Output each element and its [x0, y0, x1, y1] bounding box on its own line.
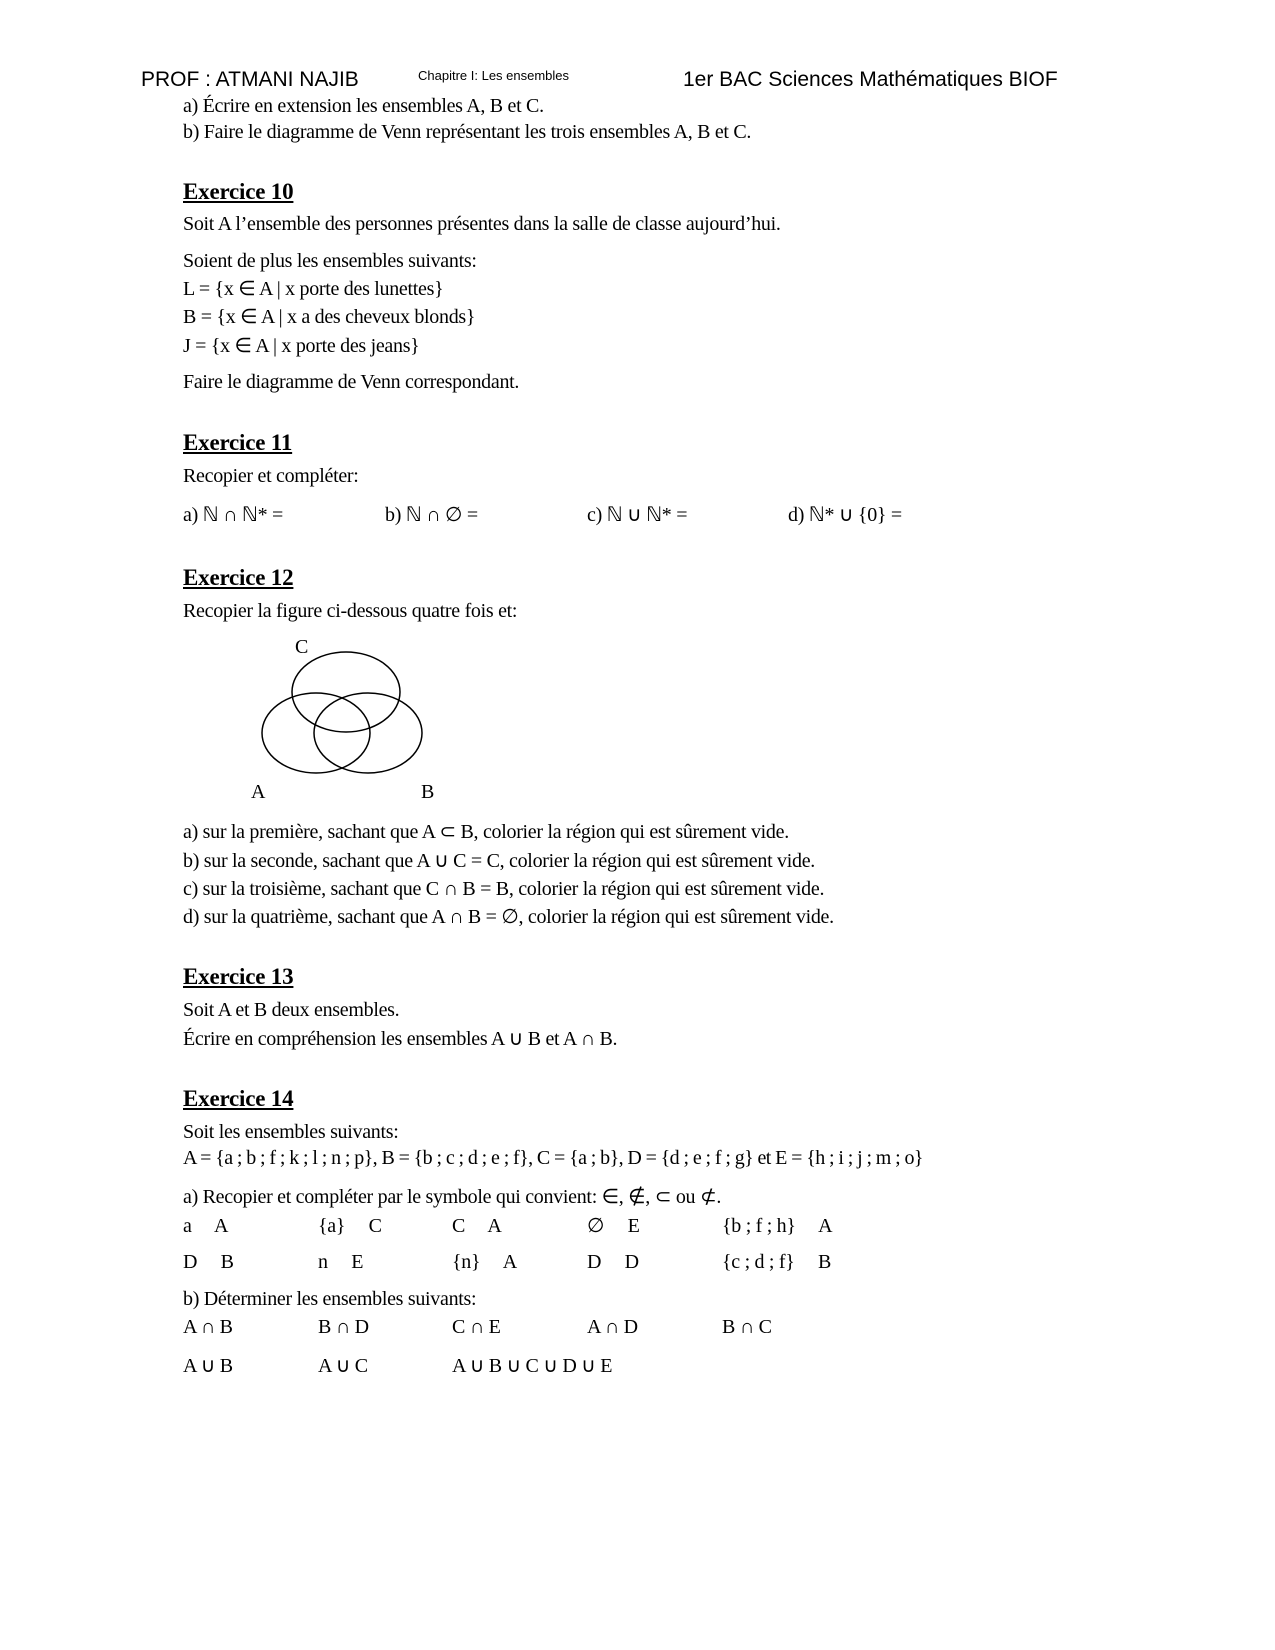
- ex14-cell: {a} C: [318, 1215, 382, 1237]
- exercise-13-title: Exercice 13: [183, 964, 294, 989]
- venn-circle-b: [314, 693, 422, 773]
- ex12-line: Recopier la figure ci-dessous quatre fois et:: [183, 600, 518, 622]
- ex13-line: Soit A et B deux ensembles.: [183, 999, 400, 1021]
- header-author: PROF : ATMANI NAJIB: [141, 68, 359, 91]
- header-level: 1er BAC Sciences Mathématiques BIOF: [683, 68, 1058, 91]
- prev-question-b: b) Faire le diagramme de Venn représentant les trois ensembles A, B et C.: [183, 121, 752, 143]
- ex14-cell: C A: [452, 1215, 502, 1237]
- venn-circle-a: [262, 693, 370, 773]
- ex11-item: a) ℕ ∩ ℕ* =: [183, 504, 283, 526]
- ex12-question: a) sur la première, sachant que A ⊂ B, colorier la région qui est sûrement vide.: [183, 821, 789, 843]
- ex10-set-L: L = {x ∈ A | x porte des lunettes}: [183, 278, 444, 300]
- header-chapter: Chapitre I: Les ensembles: [418, 68, 570, 83]
- ex14-cell: A ∩ B: [183, 1316, 233, 1338]
- prev-question-a: a) Écrire en extension les ensembles A, B et C.: [183, 95, 544, 117]
- venn-label-c: C: [295, 636, 309, 658]
- ex14-cell: n E: [318, 1251, 364, 1273]
- ex13-line: Écrire en compréhension les ensembles A ∪ B et A ∩ B.: [183, 1028, 618, 1050]
- ex14-cell: A ∪ B ∪ C ∪ D ∪ E: [452, 1355, 613, 1377]
- ex11-item: c) ℕ ∪ ℕ* =: [587, 504, 688, 526]
- ex14-cell: {b ; f ; h} A: [722, 1215, 833, 1237]
- ex12-question: b) sur la seconde, sachant que A ∪ C = C, colorier la région qui est sûrement vide.: [183, 850, 815, 872]
- ex11-item: d) ℕ* ∪ {0} =: [788, 504, 902, 526]
- ex14-cell: ∅ E: [587, 1215, 640, 1237]
- exercise-11-title: Exercice 11: [183, 430, 293, 455]
- ex14-cell: A ∪ C: [318, 1355, 368, 1377]
- ex12-question: c) sur la troisième, sachant que C ∩ B = B, colorier la région qui est sûrement vide.: [183, 878, 825, 900]
- ex10-line: Soit A l’ensemble des personnes présentes dans la salle de classe aujourd’hui.: [183, 213, 781, 235]
- ex14-sets: A = {a ; b ; f ; k ; l ; n ; p}, B = {b ; c ; d ; e ; f}, C = {a ; b}, D = {d ; e ; f ; g} et E = {h ; i ; j ; m ; o}: [183, 1147, 923, 1169]
- ex10-set-B: B = {x ∈ A | x a des cheveux blonds}: [183, 306, 476, 328]
- venn-label-b: B: [421, 781, 435, 803]
- ex14-question-a: a) Recopier et compléter par le symbole qui convient: ∈, ∉, ⊂ ou ⊄.: [183, 1186, 722, 1208]
- ex14-line: Soit les ensembles suivants:: [183, 1121, 399, 1143]
- ex10-set-J: J = {x ∈ A | x porte des jeans}: [183, 335, 420, 357]
- ex14-cell: B ∩ C: [722, 1316, 772, 1338]
- ex12-question: d) sur la quatrième, sachant que A ∩ B = ∅, colorier la région qui est sûrement vide.: [183, 906, 834, 928]
- ex10-line: Faire le diagramme de Venn correspondant.: [183, 371, 520, 393]
- venn-label-a: A: [251, 781, 266, 803]
- exercise-10-title: Exercice 10: [183, 179, 294, 204]
- ex10-line: Soient de plus les ensembles suivants:: [183, 250, 477, 272]
- venn-circle-c: [292, 652, 400, 732]
- ex14-cell: D B: [183, 1251, 234, 1273]
- exercise-14-title: Exercice 14: [183, 1086, 294, 1111]
- ex14-cell: D D: [587, 1251, 639, 1273]
- ex14-cell: a A: [183, 1215, 229, 1237]
- ex14-cell: {c ; d ; f} B: [722, 1251, 832, 1273]
- exercise-12-title: Exercice 12: [183, 565, 294, 590]
- ex14-question-b: b) Déterminer les ensembles suivants:: [183, 1288, 477, 1310]
- ex11-item: b) ℕ ∩ ∅ =: [385, 504, 478, 526]
- ex14-cell: B ∩ D: [318, 1316, 369, 1338]
- ex14-cell: {n} A: [452, 1251, 517, 1273]
- ex11-line: Recopier et compléter:: [183, 465, 359, 487]
- ex14-cell: A ∩ D: [587, 1316, 638, 1338]
- ex14-cell: A ∪ B: [183, 1355, 233, 1377]
- ex14-cell: C ∩ E: [452, 1316, 501, 1338]
